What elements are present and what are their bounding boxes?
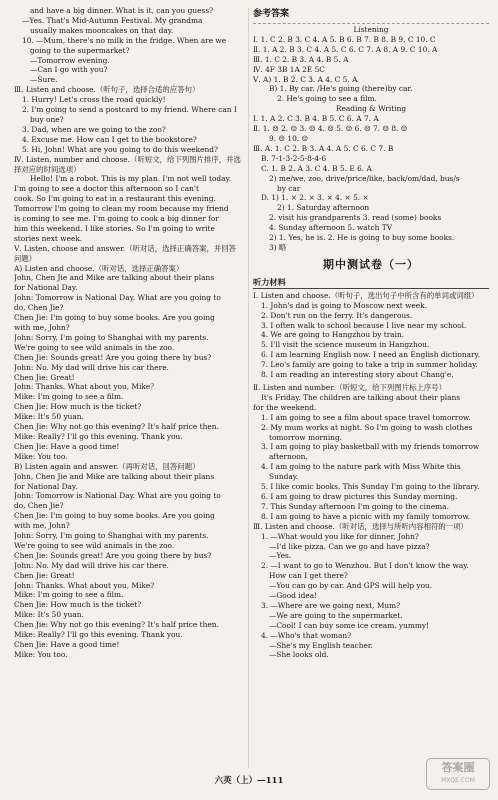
page-footer: 六英（上）—111 [214,776,284,786]
text-line: with me, John? [14,521,70,531]
text-line: Chen Jie: Great! [14,570,75,580]
text-line: John: No. My dad will drive his car there. [14,560,169,570]
text-line: I'm going to see a doctor this afternoon so I can't [14,184,199,194]
column-divider [248,8,249,768]
text-line: —Cool! I can buy some ice cream, yummy! [269,620,430,630]
text-line: for National Day. [14,481,78,491]
text-line: 3. —Where are we going next, Mum? [261,600,401,610]
text-line: Hello! I'm a robot. This is my plan. I'm not well today. [30,174,232,184]
text-line: How can I get there? [269,571,348,581]
text-line: C. 1. B 2. A 3. C 4. B 5. E 6. A [261,163,372,173]
listening-material-heading: 听力材料 [253,276,489,289]
text-line: Mike: Really? I'll go this evening. Thank you. [14,630,183,640]
text-line: John: Sorry, I'm going to Shanghai with my parents. [14,332,209,342]
text-line: 8. I am going to have a picnic with my family tomorrow. [261,511,471,521]
text-line: Chen Jie: Great! [14,372,75,382]
text-line: John: Tomorrow is National Day. What are you going to [14,293,221,303]
text-line: John, Chen Jie and Mike are talking about their plans [14,273,215,283]
text-line: 1. —What would you like for dinner, John? [261,531,419,541]
text-line: B) 1. By car. /He's going (there)by car. [269,84,413,94]
text-line: 3. I often walk to school because I live near my school. [261,320,467,330]
text-line: 2. I'm going to send a postcard to my friend. Where can I [22,105,237,115]
text-line: 2) 1. Saturday afternoon [277,203,370,213]
text-line: 9. ☹ 10. ☺ [269,133,309,143]
text-line: John: Thanks. What about you, Mike? [14,580,155,590]
text-line: It's Friday. The children are talking about their plans [261,392,461,402]
text-line: 5. Hi, John! What are you going to do this weekend? [22,144,218,154]
text-line: —I'd like pizza. Can we go and have pizza? [269,541,430,551]
listening-material-block [253,291,489,661]
text-line: 3) 略 [269,242,287,252]
text-line: 2. My mum works at night. So I'm going to wash clothes [261,422,473,432]
text-line: 1. Hurry! Let's cross the road quickly! [22,95,166,105]
text-line: buy one? [30,114,64,124]
text-line: Ⅲ. Listen and choose.（听句子，选择合适的应答句） [14,85,200,95]
text-line: Mike: I'm going to see a film. [14,590,124,600]
text-line: Chen Jie: I'm going to buy some books. Are you going [14,313,215,323]
text-line: Mike: You too. [14,451,68,461]
text-line: John: Sorry, I'm going to Shanghai with my parents. [14,531,209,541]
text-line: —Good idea! [269,591,318,601]
text-line: Mike: You too. [14,649,68,659]
text-line: Chen Jie: Why not go this evening? It's half price then. [14,422,219,432]
text-line: Ⅰ. Listen and choose.（听句子，选出句子中所含有的单词或词组） [253,290,479,300]
text-line: We're going to see wild animals in the zoo. [14,540,175,550]
text-line: 5. I like comic books. This Sunday I'm going to the library. [261,482,480,492]
text-line: 2) 1. Yes, he is. 2. He is going to buy some books. [269,233,455,243]
text-line: 10. —Mum, there's no milk in the fridge. When are we [22,35,227,45]
text-line: Ⅱ. Listen and number.（听短文，给下列图片标上序号） [253,383,447,392]
text-line: —Tomorrow evening. [30,55,110,65]
text-line: 4. I am going to the nature park with Miss White this [261,462,461,472]
text-line: D. 1) 1. × 2. × 3. × 4. × 5. × [261,193,369,203]
left-column [14,6,245,660]
text-line: 7. This Sunday afternoon I'm going to the cinema. [261,501,449,511]
text-line: 1. John's dad is going to Moscow next week. [261,300,427,310]
text-line: We're going to see wild animals in the zoo. [14,342,175,352]
text-line: Ⅴ. A) 1. B 2. C 3. A 4. C 5. A [253,74,358,84]
text-line: 4. Excuse me. How can I get to the bookstore? [22,134,197,144]
answers-heading: 参考答案 [253,8,489,24]
text-line: stories next week. [14,233,83,243]
text-line: Chen Jie: How much is the ticket? [14,600,142,610]
text-line: John: Thanks. What about you, Mike？ [14,382,158,392]
text-line: John: Tomorrow is National Day. What are you going to [14,491,221,501]
exam-title: 期中测试卷（一） [323,257,419,271]
text-line: 6. I am learning English now. I need an English dictionary. [261,350,481,360]
text-line: tomorrow morning. [269,432,343,442]
text-line: 4. —Who's that woman? [261,630,352,640]
text-line: 5. I'll visit the science museum in Hangzhou. [261,340,430,350]
text-line: Ⅲ. 1. C 2. B 3. A 4. B 5. A [253,54,349,64]
text-line: by car [277,183,301,193]
text-line: Sunday. [269,472,299,482]
text-line: Mike: Really? I'll go this evening. Thank you. [14,431,183,441]
text-line: Chen Jie: Sounds great! Are you going there by bus? [14,352,212,362]
text-line: Mike: It's 50 yuan. [14,610,84,620]
text-line: 2) me/we, zoo, drive/price/like, back/om/dad, bus/s [269,173,460,183]
text-line: Chen Jie: Sounds great! Are you going there by bus? [14,550,212,560]
text-line: 4. Sunday afternoon 5. watch TV [269,223,393,233]
text-line: Chen Jie: I'm going to buy some books. Are you going [14,511,215,521]
text-line: and have a big dinner. What is it, can you guess? [30,6,214,15]
text-line: Tomorrow I'm going to clean my room because my friend [14,204,229,214]
text-line: B. 7-1-3-2-5-8-4-6 [261,153,327,163]
answers-block [253,25,489,253]
text-line: —Can I go with you? [30,65,108,75]
text-line: Chen Jie: Have a good time! [14,640,120,649]
right-column [253,6,489,660]
text-line: 3. Dad, when are we going to the zoo? [22,124,166,134]
text-line: for the weekend. [253,402,317,412]
text-line: do, Chen Jie? [14,501,64,511]
text-line: is coming to see me. I'm going to cook a big dinner for [14,214,219,224]
text-line: for National Day. [14,283,78,293]
text-line: —We are going to the supermarket. [269,610,403,620]
text-line: 2. —I want to go to Wenzhou. But I don't know the way. [261,561,469,571]
text-line: Chen Jie: Have a good time! [14,441,120,451]
text-line: John: No. My dad will drive his car there. [14,362,169,372]
text-line: Listening [353,25,389,34]
text-line: Ⅳ. Listen, number and choose.（听短文，给下列图片排序，并选 [14,154,241,164]
text-line: Ⅱ. 1. A 2. B 3. C 4. A 5. C 6. C 7. A 8. A 9. C 10. A [253,44,438,54]
text-line: 2. He's going to see a film. [277,94,377,104]
text-line: 4. We are going to Hangzhou by train. [261,330,405,340]
text-line: Ⅰ. 1. A 2. C 3. B 4. B 5. C 6. A 7. A [253,114,379,124]
text-line: —Sure. [30,75,58,85]
text-line: 2. visit his grandparents 3. read (some) books [269,213,442,223]
text-line: afternoon. [269,452,308,462]
text-line: 问题） [14,253,37,263]
text-line: do, Chen Jie? [14,303,64,313]
text-line: usually makes mooncakes on that day. [30,25,174,35]
text-line: 7. Leo's family are going to take a trip in summer holiday. [261,360,478,370]
text-line: with me, John? [14,323,70,332]
text-line: cook. So I'm going to eat in a restaurant this evening. [14,194,216,204]
text-line: Ⅲ. Listen and choose.（听对话，选择与所听内容相符的一项） [253,521,468,531]
text-line: Ⅱ. 1. ☹ 2. ☺ 3. ☹ 4. ☹ 5. ☺ 6. ☹ 7. ☺ 8. ☺ [253,124,408,134]
text-line: B) Listen again and answer.（再听对话，回答问题） [14,461,200,471]
text-line: going to the supermarket? [30,45,130,55]
text-line: 8. I am reading an interesting story about Chang'e. [261,370,454,380]
text-line: 6. I am going to draw pictures this Sunday morning. [261,491,458,501]
text-line: Ⅳ. 4F 3B 1A 2E 5C [253,64,325,74]
watermark-text: 答案圈 [441,761,475,774]
text-line: Chen Jie: How much is the ticket? [14,402,142,412]
text-line: Mike: It's 50 yuan. [14,412,84,422]
watermark-url: MXQE.COM [441,777,475,784]
text-line: —Yes. [269,551,292,561]
text-line: Chen Jie: Why not go this evening? It's half price then. [14,620,219,630]
text-line: 1. I am going to see a film about space travel tomorrow. [261,412,471,422]
text-line: Reading & Writing [335,104,407,114]
text-line: 择对应的时间选项） [14,164,81,174]
text-line: —You can go by car. And GPS will help you. [269,581,433,591]
text-line: him this weekend. I like stories. So I'm going to write [14,223,215,233]
watermark-logo [426,758,490,790]
text-line: —She looks old. [269,650,329,660]
text-line: 2. Don't run on the ferry. It's dangerous. [261,310,413,320]
text-line: Mike: I'm going to see a film. [14,392,124,402]
text-line: Ⅴ. Listen, choose and answer.（听对话，选择正确答案，并回答 [14,243,237,253]
text-line: —She's my English teacher. [269,640,373,650]
text-line: Ⅲ. A. 1. C 2. B 3. A 4. A 5. C 6. C 7. B [253,143,394,153]
text-line: 3. I am going to play basketball with my friends tomorrow [261,442,480,452]
text-line: John, Chen Jie and Mike are talking about their plans [14,471,215,481]
text-line: —Yes. That's Mid-Autumn Festival. My grandma [22,15,203,25]
text-line: Ⅰ. 1. C 2. B 3. C 4. A 5. B 6. B 7. B 8. B 9. C 10. C [253,34,436,44]
text-line: A) Listen and choose.（听对话，选择正确答案） [14,263,184,273]
